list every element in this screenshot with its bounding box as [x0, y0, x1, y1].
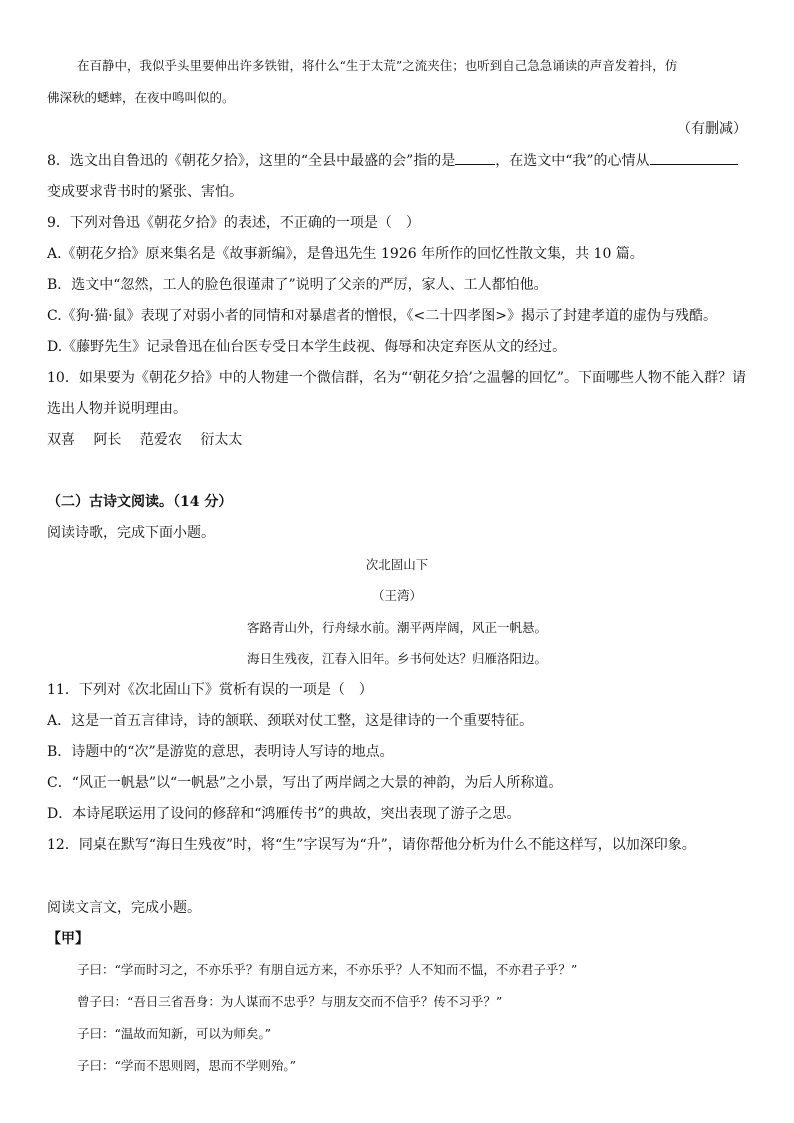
poem-author: （王湾） — [371, 588, 422, 603]
question-11-stem: 11．下列对《次北固山下》赏析有误的一项是（ ） — [47, 682, 373, 698]
q10-names — [47, 429, 242, 449]
q11-option-c: C．“风正一帆悬”以“一帆悬”之小景，写出了两岸阔之大景的神韵，为后人所称道。 — [47, 775, 563, 791]
classical-line-1: 子曰：“学而时习之，不亦乐乎？有朋自远方来，不亦乐乎？人不知而不愠，不亦君子乎？” — [77, 962, 578, 977]
q10-name-2: 阿长 — [93, 432, 122, 448]
classical-instruction: 阅读文言文，完成小题。 — [47, 900, 201, 916]
poem-line-2: 海日生残夜，江春入旧年。乡书何处达？归雁洛阳边。 — [246, 651, 547, 666]
classical-line-4: 子曰：“学而不思则罔，思而不学则殆。” — [77, 1058, 297, 1073]
poem-line-1: 客路青山外，行舟绿水前。潮平两岸阔，风正一帆悬。 — [246, 620, 547, 635]
excerpt-line-2: 佛深秋的蟋蟀，在夜中鸣叫似的。 — [47, 90, 235, 105]
classical-line-2: 曾子曰：“吾日三省吾身：为人谋而不忠乎？与朋友交而不信乎？传不习乎？” — [77, 994, 503, 1009]
q10-name-1: 双喜 — [47, 432, 75, 448]
section-2-title: （二）古诗文阅读。（14 分） — [47, 494, 233, 510]
question-12: 12．同桌在默写“海日生残夜”时，将“生”字误写为“升”，请你帮他分析为什么不能这样写，以加深印象。 — [47, 837, 696, 853]
q11-option-b: B．诗题中的“次”是游览的意思，表明诗人写诗的地点。 — [47, 744, 394, 760]
q8-part2: ，在选文中“我”的心情从 — [495, 153, 650, 169]
q10-name-3: 范爱农 — [139, 432, 182, 448]
q9-option-b: B．选文中“忽然，工人的脸色很谨肃了”说明了父亲的严厉，家人、工人都怕他。 — [47, 277, 548, 293]
q8-line-2: 变成要求背书时的紧张、害怕。 — [47, 184, 243, 200]
q9-option-d: D.《藤野先生》记录鲁迅在仙台医专受日本学生歧视、侮辱和决定弃医从文的经过。 — [47, 339, 567, 355]
q8-answer-blank-1[interactable] — [455, 150, 495, 165]
classical-label: 【甲】 — [47, 931, 89, 947]
question-9-stem: 9．下列对鲁迅《朝花夕拾》的表述，不正确的一项是（ ） — [47, 215, 420, 231]
section-2-instruction: 阅读诗歌，完成下面小题。 — [47, 525, 215, 541]
q9-option-c: C.《狗·猫·鼠》表现了对弱小者的同情和对暴虐者的憎恨，《<二十四孝图>》揭示了封建孝道的虚伪与残酷。 — [47, 308, 718, 324]
q11-option-d: D．本诗尾联运用了设问的修辞和“鸿雁传书”的典故，突出表现了游子之思。 — [47, 806, 521, 822]
q8-part1: 8．选文出自鲁迅的《朝花夕拾》，这里的“全县中最盛的会”指的是 — [47, 153, 456, 169]
q11-option-a: A．这是一首五言律诗，诗的颔联、颈联对仗工整，这是律诗的一个重要特征。 — [47, 713, 534, 729]
excerpt-line-1: 在百静中，我似乎头里要伸出许多铁钳，将什么“生于太荒”之流夹住；也听到自己急急诵读的声音发着抖，仿 — [77, 58, 678, 73]
question-10-line-2: 选出人物并说明理由。 — [47, 401, 187, 417]
q10-name-4: 衍太太 — [200, 432, 243, 448]
question-10-line-1: 10．如果要为《朝花夕拾》中的人物建一个微信群，名为“‘朝花夕拾’之温馨的回忆”。下面哪些人物不能入群？请 — [47, 370, 747, 386]
question-8 — [47, 150, 738, 170]
q8-answer-blank-2[interactable] — [650, 150, 738, 165]
poem-title: 次北固山下 — [365, 557, 429, 572]
q9-option-a: A.《朝花夕拾》原来集名是《故事新编》，是鲁迅先生 1926 年所作的回忆性散文集，共 10 篇。 — [47, 246, 644, 262]
classical-line-3: 子曰：“温故而知新，可以为师矣。” — [77, 1026, 272, 1041]
excerpt-note: （有删减） — [677, 121, 747, 137]
